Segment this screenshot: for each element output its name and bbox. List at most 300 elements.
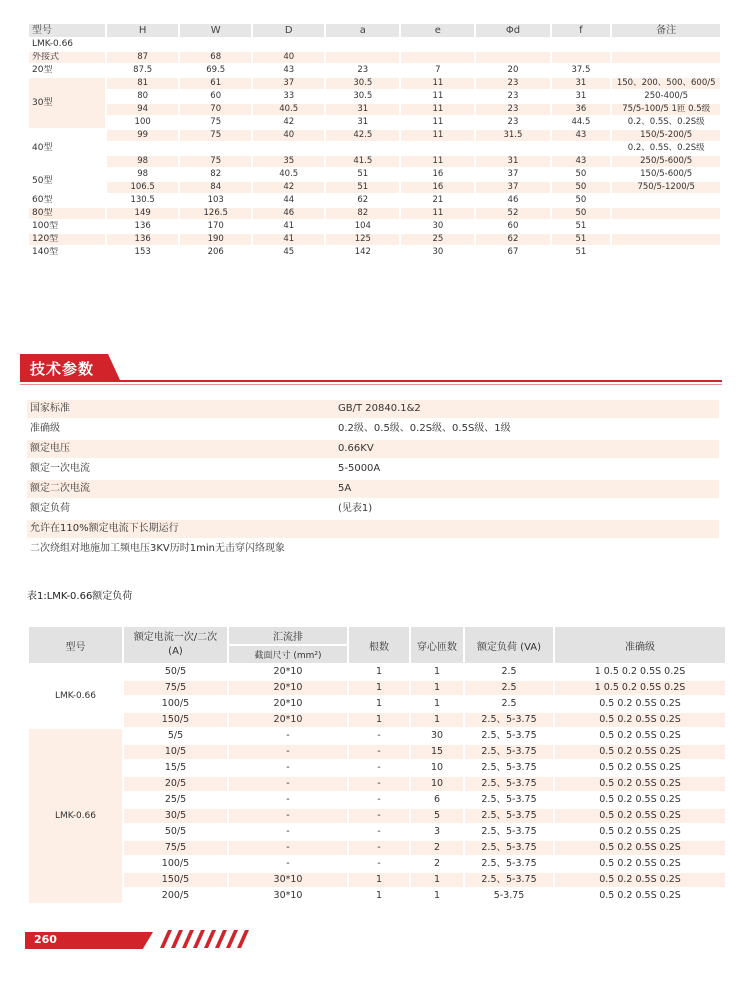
table-caption: 表1:LMK-0.66额定负荷 bbox=[27, 591, 133, 602]
param-row bbox=[27, 420, 719, 438]
value-cell: 20/5 bbox=[124, 777, 227, 791]
value-cell: 0.5 0.2 0.5S 0.2S bbox=[555, 873, 725, 887]
value-cell: 94 bbox=[107, 104, 178, 115]
decorative-slashes bbox=[160, 928, 256, 950]
slash-mark bbox=[226, 930, 238, 948]
param-value: 0.66KV bbox=[338, 443, 374, 454]
value-cell: 44 bbox=[283, 195, 295, 205]
value-cell: 25 bbox=[401, 234, 474, 245]
value-cell: 11 bbox=[401, 156, 474, 167]
table-row bbox=[29, 91, 720, 102]
value-cell: 51 bbox=[575, 221, 587, 231]
table-row bbox=[29, 130, 720, 141]
value-cell: 5-3.75 bbox=[493, 890, 525, 901]
value-cell: 1 0.5 0.2 0.5S 0.2S bbox=[555, 681, 725, 695]
value-cell: 0.5 0.2 0.5S 0.2S bbox=[555, 713, 725, 727]
value-cell: - bbox=[377, 826, 381, 837]
value-cell: 51 bbox=[575, 247, 587, 257]
value-cell: 40.5 bbox=[253, 104, 324, 115]
value-cell: 206 bbox=[207, 247, 224, 257]
value-cell: 51 bbox=[326, 182, 399, 193]
value-cell: 45 bbox=[283, 247, 295, 257]
value-cell: 75/5-100/5 1匝 0.5级 bbox=[612, 104, 720, 115]
value-cell: - bbox=[286, 858, 290, 869]
slash-mark bbox=[204, 930, 216, 948]
value-cell: 60 bbox=[210, 91, 222, 101]
value-cell: - bbox=[229, 841, 347, 855]
table-row bbox=[29, 208, 720, 219]
value-cell: 30 bbox=[432, 247, 444, 257]
model-cell: LMK-0.66 bbox=[29, 729, 122, 903]
param-row bbox=[27, 540, 719, 558]
value-cell: 11 bbox=[432, 117, 444, 127]
value-cell: 30*10 bbox=[229, 873, 347, 887]
value-cell bbox=[476, 143, 549, 154]
value-cell: 31 bbox=[357, 117, 369, 127]
slash-mark bbox=[215, 930, 227, 948]
value-cell: 2.5 bbox=[501, 666, 517, 677]
value-cell: 31 bbox=[575, 91, 587, 101]
value-cell: 104 bbox=[354, 221, 371, 231]
param-label: 二次绕组对地施加工频电压3KV历时1min无击穿闪络现象 bbox=[30, 543, 285, 554]
value-cell: 0.5 0.2 0.5S 0.2S bbox=[599, 826, 681, 837]
table-row bbox=[29, 809, 725, 823]
value-cell: 16 bbox=[401, 182, 474, 193]
load-header-row-1 bbox=[29, 627, 725, 644]
value-cell: 62 bbox=[476, 234, 549, 245]
value-cell: 250-400/5 bbox=[644, 91, 689, 101]
rated-load-table bbox=[27, 625, 727, 905]
model-cell: 100型 bbox=[32, 221, 59, 231]
value-cell: - bbox=[349, 745, 409, 759]
value-cell bbox=[180, 143, 251, 154]
value-cell: 125 bbox=[326, 234, 399, 245]
value-cell: 136 bbox=[107, 234, 178, 245]
value-cell bbox=[326, 39, 399, 50]
table-row bbox=[29, 729, 725, 743]
value-cell: 20*10 bbox=[229, 681, 347, 695]
value-cell: 150、200、500、600/5 bbox=[612, 78, 720, 89]
value-cell: 52 bbox=[476, 208, 549, 219]
value-cell: 103 bbox=[207, 195, 224, 205]
value-cell: 40 bbox=[253, 52, 324, 63]
section-title: 技术参数 bbox=[30, 360, 95, 378]
value-cell: 2 bbox=[411, 841, 463, 855]
model-cell: 外接式 bbox=[29, 52, 105, 63]
value-cell: 142 bbox=[354, 247, 371, 257]
dims-header-cell: 备注 bbox=[612, 24, 720, 37]
model-cell: 140型 bbox=[32, 247, 59, 257]
value-cell: 250/5-600/5 bbox=[612, 156, 720, 167]
value-cell: 2.5 bbox=[465, 681, 553, 695]
value-cell: - bbox=[377, 762, 381, 773]
value-cell: 170 bbox=[207, 221, 224, 231]
model-cell: 40型 bbox=[29, 130, 105, 167]
table-row bbox=[29, 825, 725, 839]
value-cell: 23 bbox=[507, 117, 519, 127]
value-cell: 200/5 bbox=[161, 890, 190, 901]
value-cell: 42 bbox=[283, 117, 295, 127]
value-cell: 1 bbox=[349, 681, 409, 695]
value-cell: 5 bbox=[411, 809, 463, 823]
value-cell bbox=[552, 143, 611, 154]
value-cell bbox=[612, 195, 720, 206]
value-cell: 0.5 0.2 0.5S 0.2S bbox=[599, 794, 681, 805]
dims-header-cell: Φd bbox=[476, 24, 549, 37]
value-cell bbox=[612, 221, 720, 232]
value-cell: - bbox=[349, 841, 409, 855]
value-cell bbox=[326, 52, 399, 63]
section-header bbox=[20, 354, 722, 384]
value-cell: 0.5 0.2 0.5S 0.2S bbox=[555, 777, 725, 791]
table-row bbox=[29, 156, 720, 167]
value-cell bbox=[107, 143, 178, 154]
dims-header-cell: W bbox=[180, 24, 251, 37]
value-cell: 61 bbox=[180, 78, 251, 89]
value-cell: 75 bbox=[180, 130, 251, 141]
slash-mark bbox=[193, 930, 205, 948]
value-cell: - bbox=[377, 730, 381, 741]
value-cell: 50 bbox=[575, 169, 587, 179]
slash-mark bbox=[171, 930, 183, 948]
param-row bbox=[27, 460, 719, 478]
value-cell bbox=[476, 39, 549, 50]
value-cell: 1 bbox=[375, 698, 383, 709]
section-divider bbox=[20, 380, 722, 382]
header-accuracy: 准确级 bbox=[555, 627, 725, 663]
value-cell: 31 bbox=[552, 78, 611, 89]
value-cell: 33 bbox=[283, 91, 295, 101]
param-row bbox=[27, 520, 719, 538]
value-cell: 82 bbox=[210, 169, 222, 179]
param-row bbox=[27, 400, 719, 418]
table-row bbox=[29, 65, 720, 76]
param-label: 额定电压 bbox=[30, 443, 70, 454]
value-cell: 46 bbox=[253, 208, 324, 219]
value-cell: 2.5 bbox=[501, 698, 517, 709]
model-cell: 120型 bbox=[29, 234, 105, 245]
value-cell: 11 bbox=[401, 208, 474, 219]
value-cell: 50/5 bbox=[164, 826, 187, 837]
value-cell bbox=[253, 39, 324, 50]
table-row bbox=[29, 143, 720, 154]
value-cell: - bbox=[229, 745, 347, 759]
table-row bbox=[29, 777, 725, 791]
value-cell: 0.5 0.2 0.5S 0.2S bbox=[599, 890, 681, 901]
value-cell: 30.5 bbox=[353, 91, 373, 101]
value-cell: 20*10 bbox=[273, 666, 303, 677]
value-cell: 20*10 bbox=[229, 713, 347, 727]
value-cell: 2.5、5-3.75 bbox=[465, 873, 553, 887]
value-cell: 1 bbox=[433, 890, 441, 901]
value-cell: 2.5、5-3.75 bbox=[481, 762, 537, 773]
param-value: (见表1) bbox=[338, 503, 373, 514]
value-cell: 100/5 bbox=[161, 858, 190, 869]
model-cell: 50型 bbox=[29, 169, 105, 193]
value-cell: 150/5 bbox=[124, 713, 227, 727]
value-cell: 62 bbox=[357, 195, 369, 205]
value-cell: 75/5 bbox=[124, 841, 227, 855]
value-cell: - bbox=[286, 730, 290, 741]
value-cell: 42.5 bbox=[326, 130, 399, 141]
value-cell: 30.5 bbox=[326, 78, 399, 89]
value-cell: 43 bbox=[552, 130, 611, 141]
value-cell bbox=[253, 143, 324, 154]
value-cell: 2.5、5-3.75 bbox=[465, 745, 553, 759]
value-cell: 15/5 bbox=[164, 762, 187, 773]
value-cell: 100 bbox=[134, 117, 151, 127]
table-row bbox=[29, 873, 725, 887]
table-row bbox=[29, 857, 725, 871]
value-cell: 1 bbox=[411, 681, 463, 695]
value-cell: 50/5 bbox=[164, 666, 187, 677]
slash-mark bbox=[182, 930, 194, 948]
dims-header-cell: D bbox=[253, 24, 324, 37]
table-row bbox=[29, 665, 725, 679]
value-cell: 31.5 bbox=[476, 130, 549, 141]
value-cell: 2.5、5-3.75 bbox=[481, 794, 537, 805]
dimensions-table bbox=[27, 22, 722, 260]
value-cell: 2.5、5-3.75 bbox=[465, 809, 553, 823]
value-cell bbox=[326, 143, 399, 154]
value-cell: 16 bbox=[432, 169, 444, 179]
value-cell: 2.5、5-3.75 bbox=[481, 826, 537, 837]
value-cell: 41 bbox=[283, 221, 295, 231]
value-cell: 87 bbox=[107, 52, 178, 63]
value-cell: 0.5 0.2 0.5S 0.2S bbox=[599, 858, 681, 869]
value-cell: 100/5 bbox=[161, 698, 190, 709]
param-label: 允许在110%额定电流下长期运行 bbox=[30, 523, 179, 534]
value-cell bbox=[476, 52, 549, 63]
value-cell: 41 bbox=[253, 234, 324, 245]
model-cell: LMK-0.66 bbox=[29, 665, 122, 727]
value-cell: 75 bbox=[180, 156, 251, 167]
table-row bbox=[29, 169, 720, 180]
value-cell: 0.5 0.2 0.5S 0.2S bbox=[599, 730, 681, 741]
header-ratio-line2: (A) bbox=[168, 646, 183, 657]
value-cell bbox=[401, 39, 474, 50]
value-cell: 50 bbox=[575, 195, 587, 205]
param-label: 额定负荷 bbox=[30, 503, 70, 514]
table-row bbox=[29, 681, 725, 695]
value-cell: 11 bbox=[401, 78, 474, 89]
value-cell: 23 bbox=[476, 104, 549, 115]
value-cell: 43 bbox=[283, 65, 295, 75]
table-row bbox=[29, 841, 725, 855]
value-cell: 5/5 bbox=[167, 730, 184, 741]
param-value: 5A bbox=[338, 483, 352, 494]
header-section-size: 截面尺寸 (mm²) bbox=[229, 646, 347, 663]
dims-header-cell: a bbox=[326, 24, 399, 37]
value-cell bbox=[401, 52, 474, 63]
value-cell: 1 bbox=[411, 713, 463, 727]
value-cell: 3 bbox=[433, 826, 441, 837]
value-cell: 0.5 0.2 0.5S 0.2S bbox=[555, 745, 725, 759]
value-cell: 50 bbox=[552, 208, 611, 219]
value-cell: - bbox=[349, 809, 409, 823]
value-cell: 35 bbox=[253, 156, 324, 167]
tech-params-list bbox=[27, 400, 719, 560]
header-ratio bbox=[124, 627, 227, 663]
value-cell bbox=[552, 39, 611, 50]
value-cell: 106.5 bbox=[107, 182, 178, 193]
param-row bbox=[27, 440, 719, 458]
value-cell: 0.5 0.2 0.5S 0.2S bbox=[599, 698, 681, 709]
value-cell: 2.5、5-3.75 bbox=[465, 777, 553, 791]
page-number: 260 bbox=[34, 933, 57, 946]
value-cell: 750/5-1200/5 bbox=[612, 182, 720, 193]
value-cell: 130.5 bbox=[130, 195, 155, 205]
value-cell: 68 bbox=[180, 52, 251, 63]
value-cell bbox=[612, 52, 720, 63]
header-load: 额定负荷 (VA) bbox=[465, 627, 553, 663]
slash-mark bbox=[237, 930, 249, 948]
value-cell: 46 bbox=[507, 195, 519, 205]
table-row bbox=[29, 889, 725, 903]
value-cell: - bbox=[377, 794, 381, 805]
value-cell: 10/5 bbox=[124, 745, 227, 759]
value-cell: 2.5、5-3.75 bbox=[465, 841, 553, 855]
value-cell: 37 bbox=[476, 182, 549, 193]
value-cell bbox=[612, 39, 720, 50]
value-cell: 60 bbox=[507, 221, 519, 231]
value-cell bbox=[401, 143, 474, 154]
value-cell: 41.5 bbox=[326, 156, 399, 167]
value-cell: 84 bbox=[180, 182, 251, 193]
value-cell bbox=[612, 247, 720, 258]
value-cell: 20 bbox=[507, 65, 519, 75]
value-cell: 51 bbox=[552, 234, 611, 245]
value-cell: 2.5、5-3.75 bbox=[481, 858, 537, 869]
value-cell: 37 bbox=[253, 78, 324, 89]
value-cell bbox=[552, 52, 611, 63]
value-cell: 25/5 bbox=[164, 794, 187, 805]
value-cell: 31 bbox=[326, 104, 399, 115]
value-cell: 0.2、0.5S、0.2S级 bbox=[627, 117, 705, 127]
value-cell bbox=[612, 234, 720, 245]
value-cell bbox=[612, 65, 720, 76]
table-row bbox=[29, 745, 725, 759]
value-cell: 44.5 bbox=[571, 117, 591, 127]
value-cell: 190 bbox=[180, 234, 251, 245]
dimensions-header-row bbox=[29, 24, 720, 37]
table-row bbox=[29, 793, 725, 807]
value-cell: 98 bbox=[137, 169, 149, 179]
value-cell: - bbox=[286, 794, 290, 805]
value-cell: 37.5 bbox=[571, 65, 591, 75]
value-cell: - bbox=[229, 809, 347, 823]
value-cell: 153 bbox=[134, 247, 151, 257]
value-cell: 70 bbox=[180, 104, 251, 115]
dims-header-cell: e bbox=[401, 24, 474, 37]
value-cell: 2 bbox=[433, 858, 441, 869]
model-cell: LMK-0.66 bbox=[32, 39, 74, 49]
value-cell: 43 bbox=[552, 156, 611, 167]
header-model: 型号 bbox=[29, 627, 122, 663]
dims-header-cell: H bbox=[107, 24, 178, 37]
value-cell: 150/5 bbox=[124, 873, 227, 887]
value-cell: 1 bbox=[375, 890, 383, 901]
table-row bbox=[29, 221, 720, 232]
value-cell bbox=[180, 39, 251, 50]
param-row bbox=[27, 500, 719, 518]
header-count: 根数 bbox=[349, 627, 409, 663]
value-cell: 150/5-600/5 bbox=[640, 169, 693, 179]
value-cell: 0.2、0.5S、0.2S级 bbox=[627, 143, 705, 153]
value-cell: 99 bbox=[107, 130, 178, 141]
value-cell: 23 bbox=[507, 91, 519, 101]
value-cell bbox=[612, 208, 720, 219]
value-cell: 30/5 bbox=[124, 809, 227, 823]
value-cell: 75 bbox=[210, 117, 222, 127]
value-cell: 15 bbox=[411, 745, 463, 759]
model-cell: 60型 bbox=[32, 195, 53, 205]
value-cell: 0.5 0.2 0.5S 0.2S bbox=[555, 841, 725, 855]
value-cell: 149 bbox=[107, 208, 178, 219]
model-cell: 20型 bbox=[32, 65, 53, 75]
table-row bbox=[29, 104, 720, 115]
table-row bbox=[29, 234, 720, 245]
slash-mark bbox=[160, 930, 172, 948]
value-cell: 30 bbox=[432, 221, 444, 231]
table-row bbox=[29, 52, 720, 63]
value-cell: 98 bbox=[107, 156, 178, 167]
value-cell: 1 bbox=[349, 713, 409, 727]
value-cell: 2.5、5-3.75 bbox=[481, 730, 537, 741]
value-cell: 21 bbox=[432, 195, 444, 205]
value-cell: 40.5 bbox=[279, 169, 299, 179]
param-row bbox=[27, 480, 719, 498]
table-row bbox=[29, 78, 720, 89]
value-cell: 67 bbox=[507, 247, 519, 257]
table-row bbox=[29, 247, 720, 258]
param-label: 额定一次电流 bbox=[30, 463, 90, 474]
value-cell: 1 bbox=[411, 873, 463, 887]
value-cell: 10 bbox=[430, 762, 444, 773]
table-row bbox=[29, 697, 725, 711]
table-row bbox=[29, 713, 725, 727]
table-row bbox=[29, 39, 720, 50]
value-cell: - bbox=[377, 858, 381, 869]
value-cell: 42 bbox=[253, 182, 324, 193]
value-cell: 80 bbox=[137, 91, 149, 101]
value-cell: 0.5 0.2 0.5S 0.2S bbox=[599, 762, 681, 773]
value-cell: 36 bbox=[552, 104, 611, 115]
value-cell: 1 0.5 0.2 0.5S 0.2S bbox=[594, 666, 686, 677]
value-cell: - bbox=[349, 777, 409, 791]
table-row bbox=[29, 182, 720, 193]
dims-header-cell: 型号 bbox=[29, 24, 105, 37]
value-cell: 10 bbox=[411, 777, 463, 791]
model-cell: 80型 bbox=[29, 208, 105, 219]
param-value: 0.2级、0.5级、0.2S级、0.5S级、1级 bbox=[338, 423, 511, 434]
value-cell: 87.5 bbox=[133, 65, 153, 75]
section-divider-thin bbox=[20, 384, 722, 385]
value-cell: 150/5-200/5 bbox=[612, 130, 720, 141]
param-value: 5-5000A bbox=[338, 463, 381, 474]
value-cell bbox=[107, 39, 178, 50]
value-cell: 69.5 bbox=[206, 65, 226, 75]
value-cell: 1 bbox=[375, 666, 383, 677]
table-row bbox=[29, 761, 725, 775]
value-cell: 1 bbox=[433, 698, 441, 709]
table-row bbox=[29, 117, 720, 128]
value-cell: - bbox=[286, 762, 290, 773]
value-cell: 0.5 0.2 0.5S 0.2S bbox=[555, 809, 725, 823]
value-cell: 2.5、5-3.75 bbox=[465, 713, 553, 727]
param-label: 额定二次电流 bbox=[30, 483, 90, 494]
value-cell: 1 bbox=[349, 873, 409, 887]
